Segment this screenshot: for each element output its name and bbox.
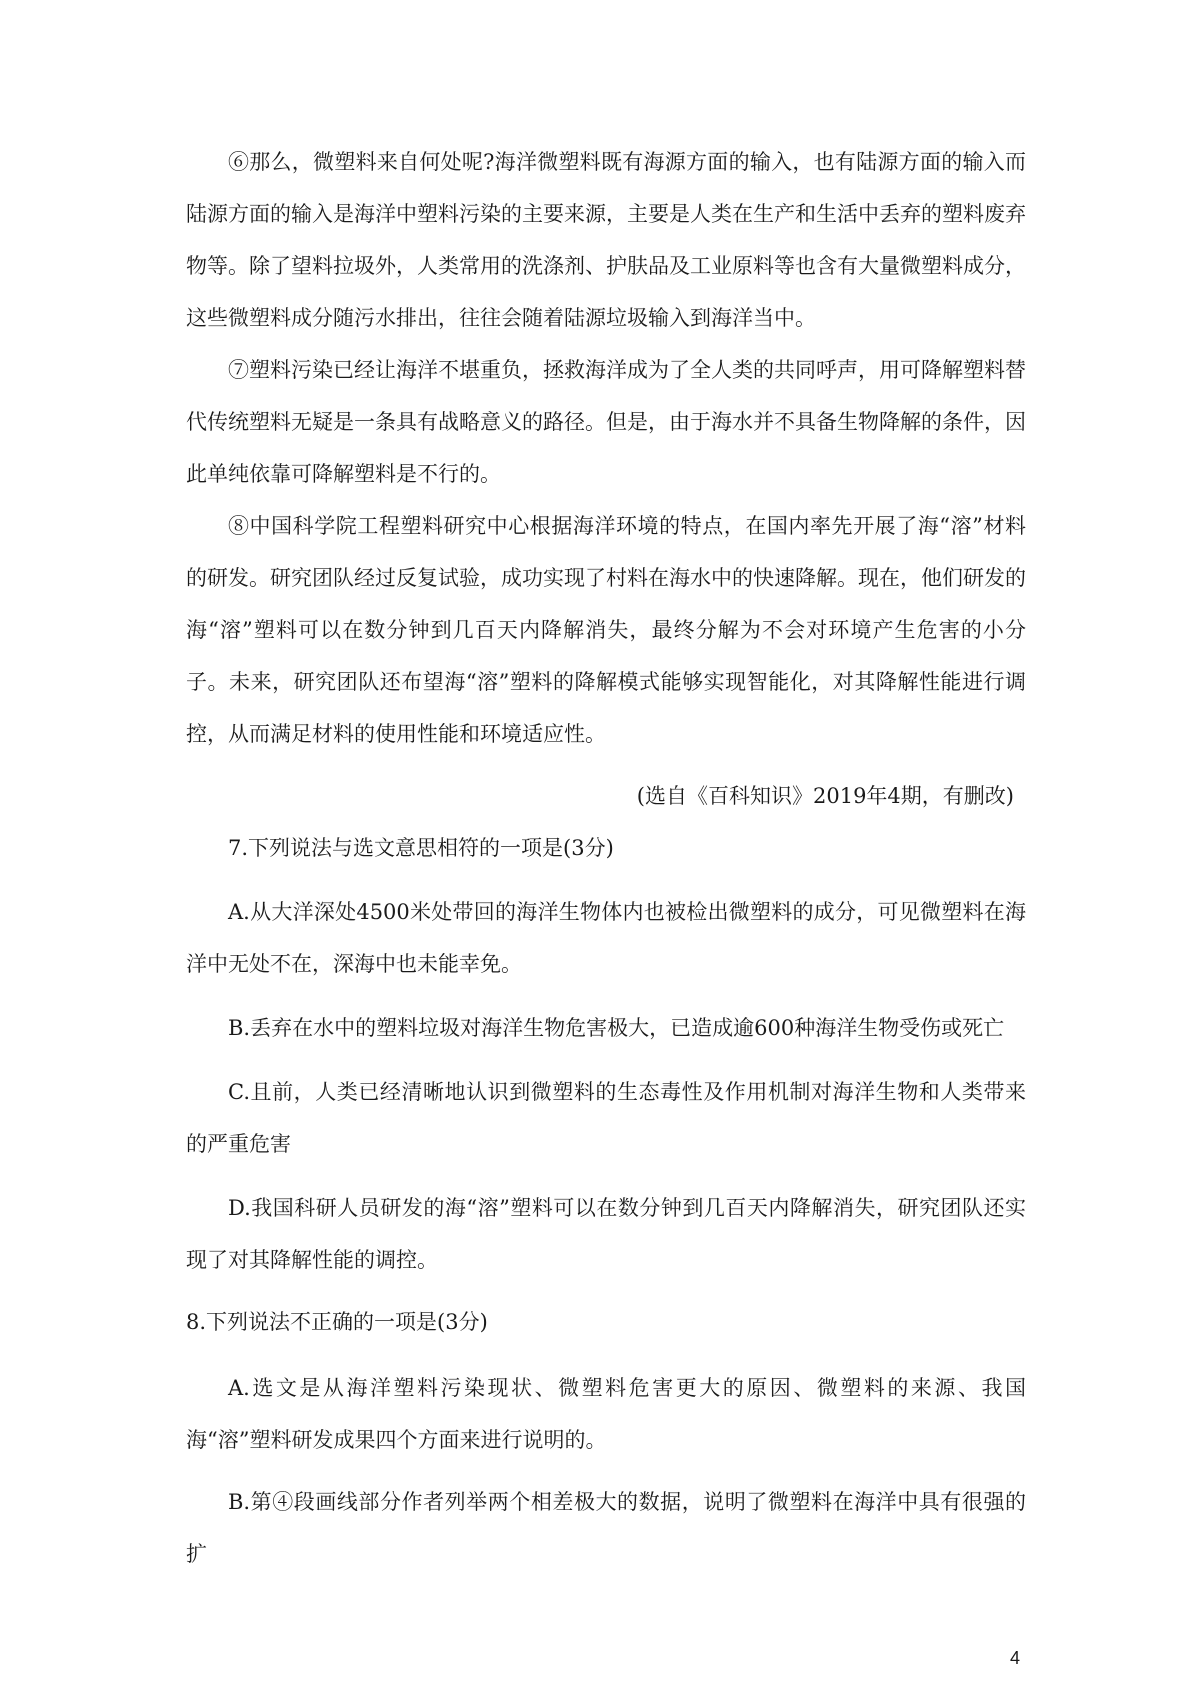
question-7-option-a: A.从大洋深处4500米处带回的海洋生物体内也被检出微塑料的成分，可见微塑料在海洋中无处不在，深海中也未能幸免。 xyxy=(186,900,1026,976)
paragraph-7: ⑦塑料污染已经让海洋不堪重负，拯救海洋成为了全人类的共同呼声，用可降解塑料替代传统塑料无疑是一条具有战略意义的路径。但是，由于海水并不具备生物降解的条件，因此单纯依靠可降解塑料是不行的。 xyxy=(186,358,1026,486)
question-8-option-a: A.选文是从海洋塑料污染现状、微塑料危害更大的原因、微塑料的来源、我国海“溶”塑料研发成果四个方面来进行说明的。 xyxy=(186,1376,1026,1452)
question-7-stem: 7.下列说法与选文意思相符的一项是(3分) xyxy=(228,836,614,860)
question-8-option-b: B.第④段画线部分作者列举两个相差极大的数据，说明了微塑料在海洋中具有很强的扩 xyxy=(186,1490,1026,1566)
paragraph-8: ⑧中国科学院工程塑料研究中心根据海洋环境的特点，在国内率先开展了海“溶”材料的研发。研究团队经过反复试验，成功实现了村料在海水中的快速降解。现在，他们研发的海“溶”塑料可以在数分钟到几百天内降解消失，最终分解为不会对环境产生危害的小分子。未来，研究团队还布望海“溶”塑料的降解模式能够实现智能化，对其降解性能进行调控，从而满足材料的使用性能和环境适应性。 xyxy=(186,514,1026,746)
question-7-option-c: C.且前，人类已经清晰地认识到微塑料的生态毒性及作用机制对海洋生物和人类带来的严重危害 xyxy=(186,1080,1026,1156)
source-citation: (选自《百科知识》2019年4期，有删改) xyxy=(636,784,1014,808)
question-7-option-b: B.丢弃在水中的塑料垃圾对海洋生物危害极大，已造成逾600种海洋生物受伤或死亡 xyxy=(228,1016,1005,1040)
page-number: 4 xyxy=(1010,1648,1021,1668)
question-8-stem: 8.下列说法不正确的一项是(3分) xyxy=(186,1310,488,1334)
question-7-option-d: D.我国科研人员研发的海“溶”塑料可以在数分钟到几百天内降解消失，研究团队还实现了对其降解性能的调控。 xyxy=(186,1196,1026,1272)
paragraph-6: ⑥那么，微塑料来自何处呢?海洋微塑料既有海源方面的输入，也有陆源方面的输入而陆源方面的输入是海洋中塑料污染的主要来源，主要是人类在生产和生活中丢弃的塑料废弃物等。除了望料拉圾外，人类常用的洗涤剂、护肤品及工业原料等也含有大量微塑料成分，这些微塑料成分随污水排出，往往会随着陆源垃圾输入到海洋当中。 xyxy=(186,150,1026,330)
